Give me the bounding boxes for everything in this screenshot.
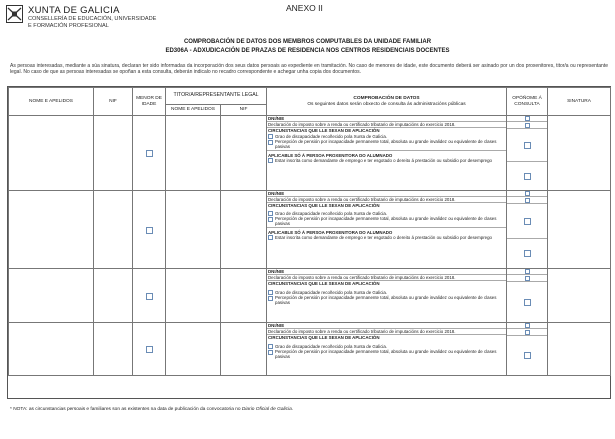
oppose-cell	[507, 323, 548, 376]
consult-option	[267, 295, 506, 305]
tutor-nif-cell[interactable]	[221, 191, 267, 269]
table-row	[9, 116, 611, 191]
annex-label: ANEXO II	[286, 3, 323, 13]
tutor-name-cell[interactable]	[166, 323, 221, 376]
footnote	[10, 407, 293, 412]
option-label: Estar inscrita como demandante de emprego e ter esgotado o dereito á prestación ou subsidio por desemprego	[275, 157, 492, 163]
oppose-checkbox[interactable]	[524, 173, 531, 180]
intro-paragraph: As persoas interesadas, mediante a súa sinatura, declaran ter sido informadas da incorporación dos seus datos persoais ao expediente en tramitación. No caso de menores de idade, este documento deberá ser asinado por un dos proxenitores, titor/a ou representante legal. No caso de que as persoas interesadas se opoñan a esta consulta, deberán indicalo no recadro correspondente e achegar unha copia dos documentos.	[10, 63, 608, 76]
nif-cell[interactable]	[94, 191, 133, 269]
oppose-checkbox[interactable]	[524, 142, 531, 149]
members-table-frame	[7, 86, 611, 399]
consult-dni: DNI/NIE	[267, 191, 506, 197]
consult-circ-head: CIRCUNSTANCIAS QUE LLE SEXAN DE APLICACIÓN	[268, 128, 380, 134]
col-header-check	[267, 88, 507, 116]
oppose-checkbox[interactable]	[525, 276, 530, 281]
consult-student-head: APLICABLE SÓ Á PERSOA PROXENITORA DO ALUMNADO	[268, 229, 393, 235]
oppose-slot	[507, 204, 547, 239]
check-subtitle: Os seguintes datos serán obxecto de consulta ás administracións públicas	[307, 101, 466, 107]
nif-cell[interactable]	[94, 323, 133, 376]
consult-option	[267, 139, 506, 150]
oppose-checkbox[interactable]	[525, 116, 530, 121]
name-cell[interactable]	[9, 323, 94, 376]
footnote-journal: Diario Oficial de Galicia	[241, 407, 292, 412]
oppose-checkbox[interactable]	[525, 123, 530, 128]
signature-cell[interactable]	[548, 116, 611, 191]
signature-cell[interactable]	[548, 191, 611, 269]
oppose-checkbox[interactable]	[524, 352, 531, 359]
consult-cell	[267, 191, 507, 269]
pension-checkbox[interactable]	[268, 350, 273, 355]
oppose-slot	[507, 275, 547, 282]
col-header-tutor-name: NOME E APELIDOS	[166, 105, 221, 116]
option-label: Grao de discapacidade recoñecido pola Xunta de Galicia.	[275, 133, 388, 139]
option-label: Percepción de pensión por incapacidade permanente total, absoluta ou grande invalidez ou equivalente de clases pasivas	[275, 216, 497, 227]
minor-cell	[133, 116, 166, 191]
consult-option	[267, 216, 506, 227]
document-title: COMPROBACIÓN DE DATOS DOS MEMBROS COMPUTABLES DA UNIDADE FAMILIAR	[183, 39, 432, 45]
option-label: Percepción de pensión por incapacidade permanente total, absoluta ou grande invalidez ou equivalente de clases pasivas	[275, 139, 497, 150]
consult-cell	[267, 269, 507, 323]
option-label: Percepción de pensión por incapacidade permanente total, absoluta ou grande invalidez ou equivalente de clases pasivas	[275, 295, 497, 306]
nif-cell[interactable]	[94, 116, 133, 191]
minor-cell	[133, 269, 166, 323]
tutor-nif-cell[interactable]	[221, 269, 267, 323]
consult-circ-head: CIRCUNSTANCIAS QUE LLE SEXAN DE APLICACIÓN	[268, 281, 380, 287]
option-label: Grao de discapacidade recoñecido pola Xunta de Galicia.	[275, 343, 388, 349]
oppose-slot	[507, 162, 547, 190]
signature-cell[interactable]	[548, 269, 611, 323]
oppose-slot	[507, 122, 547, 129]
col-header-sign: SINATURA	[548, 88, 611, 116]
name-cell[interactable]	[9, 269, 94, 323]
col-header-oppose: OPÓÑOME Á CONSULTA	[507, 88, 548, 116]
oppose-cell	[507, 191, 548, 269]
unemployed-checkbox[interactable]	[268, 235, 273, 240]
oppose-slot	[507, 197, 547, 204]
logo-subtitle-2: E FORMACIÓN PROFESIONAL	[28, 23, 109, 29]
nif-cell[interactable]	[94, 269, 133, 323]
unemployed-checkbox[interactable]	[268, 158, 273, 163]
signature-cell[interactable]	[548, 323, 611, 376]
oppose-slot	[507, 282, 547, 322]
table-row	[9, 323, 611, 376]
members-table	[8, 87, 611, 376]
pension-checkbox[interactable]	[268, 140, 273, 145]
oppose-cell	[507, 269, 548, 323]
disability-checkbox[interactable]	[268, 211, 273, 216]
consult-dni: DNI/NIE	[267, 116, 506, 122]
oppose-cell	[507, 116, 548, 191]
consult-income: Declaración do imposto sobre a renda ou certificado tributario de imputacións do exercicio 2018.	[267, 197, 506, 203]
minor-cell	[133, 191, 166, 269]
option-label: Estar inscrita como demandante de emprego e ter esgotado o dereito á prestación ou subsidio por desemprego	[275, 234, 492, 240]
xunta-emblem-icon	[6, 5, 23, 23]
oppose-slot	[507, 336, 547, 375]
option-label: Grao de discapacidade recoñecido pola Xunta de Galicia.	[275, 210, 388, 216]
disability-checkbox[interactable]	[268, 290, 273, 295]
pension-checkbox[interactable]	[268, 296, 273, 301]
oppose-checkbox[interactable]	[524, 299, 531, 306]
oppose-checkbox[interactable]	[525, 191, 530, 196]
minor-checkbox[interactable]	[146, 150, 153, 157]
oppose-slot	[507, 239, 547, 268]
consult-circ-head: CIRCUNSTANCIAS QUE LLE SEXAN DE APLICACIÓN	[268, 203, 380, 209]
table-row	[9, 191, 611, 269]
consult-cell	[267, 116, 507, 191]
col-header-minor: MENOR DE IDADE	[133, 88, 166, 116]
minor-checkbox[interactable]	[146, 346, 153, 353]
minor-cell	[133, 323, 166, 376]
page-header	[4, 2, 611, 32]
consult-option	[267, 235, 506, 241]
tutor-name-cell[interactable]	[166, 269, 221, 323]
minor-checkbox[interactable]	[146, 227, 153, 234]
consult-circ-head: CIRCUNSTANCIAS QUE LLE SEXAN DE APLICACIÓN	[268, 335, 380, 341]
tutor-name-cell[interactable]	[166, 116, 221, 191]
tutor-name-cell[interactable]	[166, 191, 221, 269]
disability-checkbox[interactable]	[268, 134, 273, 139]
oppose-checkbox[interactable]	[525, 269, 530, 274]
oppose-checkbox[interactable]	[525, 198, 530, 203]
document-titles	[0, 38, 615, 56]
consult-option	[267, 158, 506, 164]
logo-subtitle-1: CONSELLERÍA DE EDUCACIÓN, UNIVERSIDADE	[28, 16, 157, 22]
check-title: COMPROBACIÓN DE DATOS	[353, 95, 420, 101]
option-label: Grao de discapacidade recoñecido pola Xunta de Galicia.	[275, 289, 388, 295]
consult-income: Declaración do imposto sobre a renda ou certificado tributario de imputacións do exercicio 2018.	[267, 329, 506, 335]
consult-dni: DNI/NIE	[267, 323, 506, 329]
col-header-name: NOME E APELIDOS	[9, 88, 94, 116]
consult-income: Declaración do imposto sobre a renda ou certificado tributario de imputacións do exercicio 2018.	[267, 275, 506, 281]
col-header-tutor-nif: NIF	[221, 105, 267, 116]
logo-title: XUNTA DE GALICIA	[28, 5, 120, 16]
consult-cell	[267, 323, 507, 376]
col-header-nif: NIF	[94, 88, 133, 116]
consult-dni: DNI/NIE	[267, 269, 506, 275]
consult-student-head: APLICABLE SÓ Á PERSOA PROXENITORA DO ALUMNADO	[268, 152, 393, 158]
name-cell[interactable]	[9, 191, 94, 269]
option-label: Percepción de pensión por incapacidade permanente total, absoluta ou grande invalidez ou equivalente de clases pasivas	[275, 349, 497, 360]
oppose-checkbox[interactable]	[524, 218, 531, 225]
consult-income: Declaración do imposto sobre a renda ou certificado tributario de imputacións do exercicio 2018.	[267, 122, 506, 128]
oppose-checkbox[interactable]	[525, 330, 530, 335]
table-row	[9, 269, 611, 323]
disability-checkbox[interactable]	[268, 344, 273, 349]
document-subtitle: ED306A - ADXUDICACIÓN DE PRAZAS DE RESIDENCIA NOS CENTROS RESIDENCIAIS DOCENTES	[165, 48, 450, 54]
footnote-text: * NOTA: as circunstancias persoais e familiares son as existentes na data de publicación da convocatoria no	[10, 407, 241, 412]
col-header-tutor: TITOR/A/REPRESENTANTE LEGAL	[166, 88, 267, 105]
oppose-checkbox[interactable]	[524, 250, 531, 257]
minor-checkbox[interactable]	[146, 293, 153, 300]
oppose-checkbox[interactable]	[525, 323, 530, 328]
oppose-slot	[507, 129, 547, 162]
pension-checkbox[interactable]	[268, 217, 273, 222]
name-cell[interactable]	[9, 116, 94, 191]
tutor-nif-cell[interactable]	[221, 116, 267, 191]
consult-option	[267, 349, 506, 359]
oppose-slot	[507, 329, 547, 336]
xunta-logo	[4, 2, 184, 32]
tutor-nif-cell[interactable]	[221, 323, 267, 376]
footnote-end: .	[291, 407, 294, 412]
